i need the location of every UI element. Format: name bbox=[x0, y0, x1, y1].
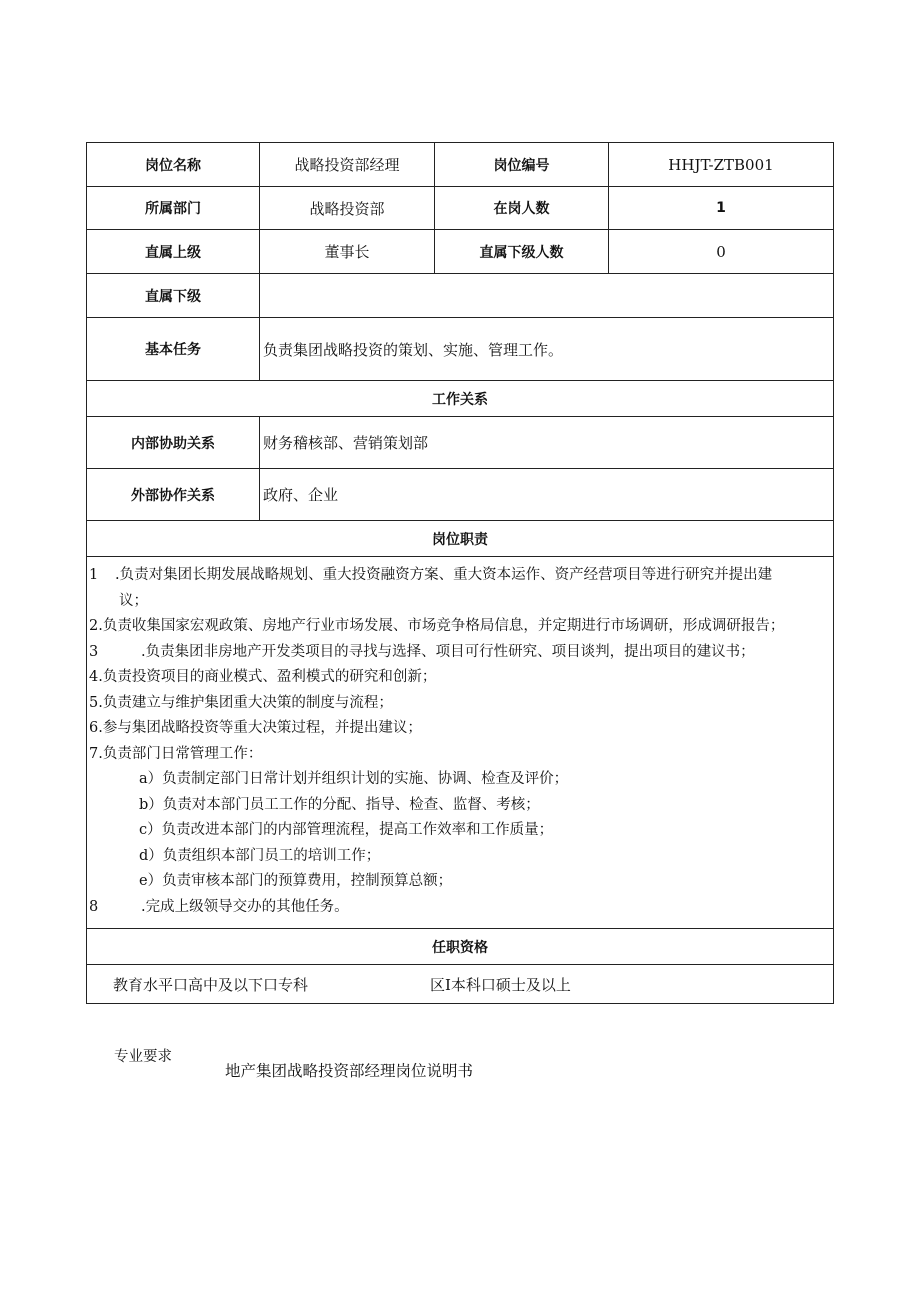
row-basic-task bbox=[87, 318, 833, 381]
duty-number: 6. bbox=[89, 720, 103, 736]
duty-item-5 bbox=[89, 691, 784, 717]
row-duties-header bbox=[87, 521, 833, 557]
duty-text: 负责投资项目的商业模式、盈利模式的研究和创新； bbox=[102, 669, 437, 685]
row-education bbox=[87, 965, 833, 1003]
duty-subitem-a: a）负责制定部门日常计划并组织计划的实施、协调、检查及评价； bbox=[139, 771, 569, 787]
duty-number: 3 bbox=[89, 643, 99, 660]
document-title: 地产集团战略投资部经理岗位说明书 bbox=[225, 1062, 474, 1080]
duty-text: 负责建立与维护集团重大决策的制度与流程； bbox=[102, 694, 393, 711]
row-position bbox=[87, 143, 833, 187]
qualification-title: 任职资格 bbox=[432, 939, 488, 956]
row-relations-header bbox=[87, 381, 833, 417]
department-label: 所属部门 bbox=[87, 187, 260, 229]
duty-item-6 bbox=[89, 716, 784, 742]
row-external bbox=[87, 469, 833, 521]
duty-item-1-continuation: 议； bbox=[119, 592, 148, 609]
headcount-value: 1 bbox=[716, 200, 726, 216]
duty-item-8 bbox=[89, 895, 784, 921]
row-subordinate bbox=[87, 274, 833, 318]
basic-task-value: 负责集团战略投资的策划、实施、管理工作。 bbox=[263, 340, 564, 359]
education-options-left: 教育水平口高中及以下口专科 bbox=[113, 975, 309, 994]
row-duties bbox=[87, 557, 833, 929]
duty-text: .完成上级领导交办的其他任务。 bbox=[141, 898, 349, 915]
relations-title: 工作关系 bbox=[432, 391, 488, 408]
row-superior bbox=[87, 230, 833, 274]
duty-subitem-e: e）负责审核本部门的预算费用，控制预算总额； bbox=[139, 873, 453, 889]
duty-text: 参与集团战略投资等重大决策过程，并提出建议； bbox=[102, 720, 422, 736]
duty-item-1 bbox=[89, 563, 784, 589]
duty-item-4 bbox=[89, 665, 784, 691]
duty-text: .负责集团非房地产开发类项目的寻找与选择、项目可行性研究、项目谈判，提出项目的建议书； bbox=[141, 643, 755, 660]
duty-subitem-c: c）负责改进本部门的内部管理流程，提高工作效率和工作质量； bbox=[139, 822, 554, 838]
duty-number: 2. bbox=[89, 618, 103, 634]
external-relation-label: 外部协作关系 bbox=[87, 469, 260, 520]
row-department bbox=[87, 187, 833, 230]
row-internal bbox=[87, 417, 833, 469]
duty-text: 负责部门日常管理工作： bbox=[102, 745, 263, 762]
department-value: 战略投资部 bbox=[260, 187, 435, 229]
job-description-table bbox=[86, 142, 834, 1004]
education-options-right: 区I本科口硕士及以上 bbox=[430, 975, 571, 994]
duty-number: 4. bbox=[89, 669, 103, 685]
position-name-label: 岗位名称 bbox=[87, 143, 260, 186]
headcount-label: 在岗人数 bbox=[435, 187, 609, 229]
duties-list bbox=[87, 557, 786, 928]
duty-text: .负责对集团长期发展战略规划、重大投资融资方案、重大资本运作、资产经营项目等进行研究并提出建 bbox=[115, 567, 773, 583]
duties-title: 岗位职责 bbox=[432, 531, 488, 548]
duty-subitem-d: d）负责组织本部门员工的培训工作； bbox=[139, 847, 381, 864]
row-qualification-header bbox=[87, 929, 833, 965]
superior-value: 董事长 bbox=[260, 230, 435, 273]
duty-number: 8 bbox=[89, 898, 99, 915]
position-name-value: 战略投资部经理 bbox=[260, 143, 435, 186]
subordinate-value bbox=[260, 274, 833, 317]
basic-task-label: 基本任务 bbox=[87, 318, 260, 380]
position-code-value: HHJT-ZTB001 bbox=[668, 155, 774, 174]
subordinate-count-value: 0 bbox=[716, 242, 726, 261]
subordinate-count-label: 直属下级人数 bbox=[435, 230, 609, 273]
duty-number: 5. bbox=[89, 694, 103, 711]
duty-number: 1 bbox=[89, 567, 99, 583]
subordinate-label: 直属下级 bbox=[87, 274, 260, 317]
major-requirement-label: 专业要求 bbox=[114, 1049, 172, 1065]
external-relation-value: 政府、企业 bbox=[263, 486, 339, 504]
internal-relation-label: 内部协助关系 bbox=[87, 417, 260, 468]
duty-item-7 bbox=[89, 742, 784, 768]
duty-text: 负责收集国家宏观政策、房地产行业市场发展、市场竞争格局信息，并定期进行市场调研，形成调研报告； bbox=[102, 618, 785, 634]
position-code-label: 岗位编号 bbox=[435, 143, 609, 186]
duty-item-3 bbox=[89, 640, 784, 666]
duty-item-2 bbox=[89, 614, 784, 640]
duty-subitem-b: b）负责对本部门员工工作的分配、指导、检查、监督、考核； bbox=[139, 796, 540, 813]
internal-relation-value: 财务稽核部、营销策划部 bbox=[263, 434, 429, 452]
duty-number: 7. bbox=[89, 745, 103, 762]
superior-label: 直属上级 bbox=[87, 230, 260, 273]
